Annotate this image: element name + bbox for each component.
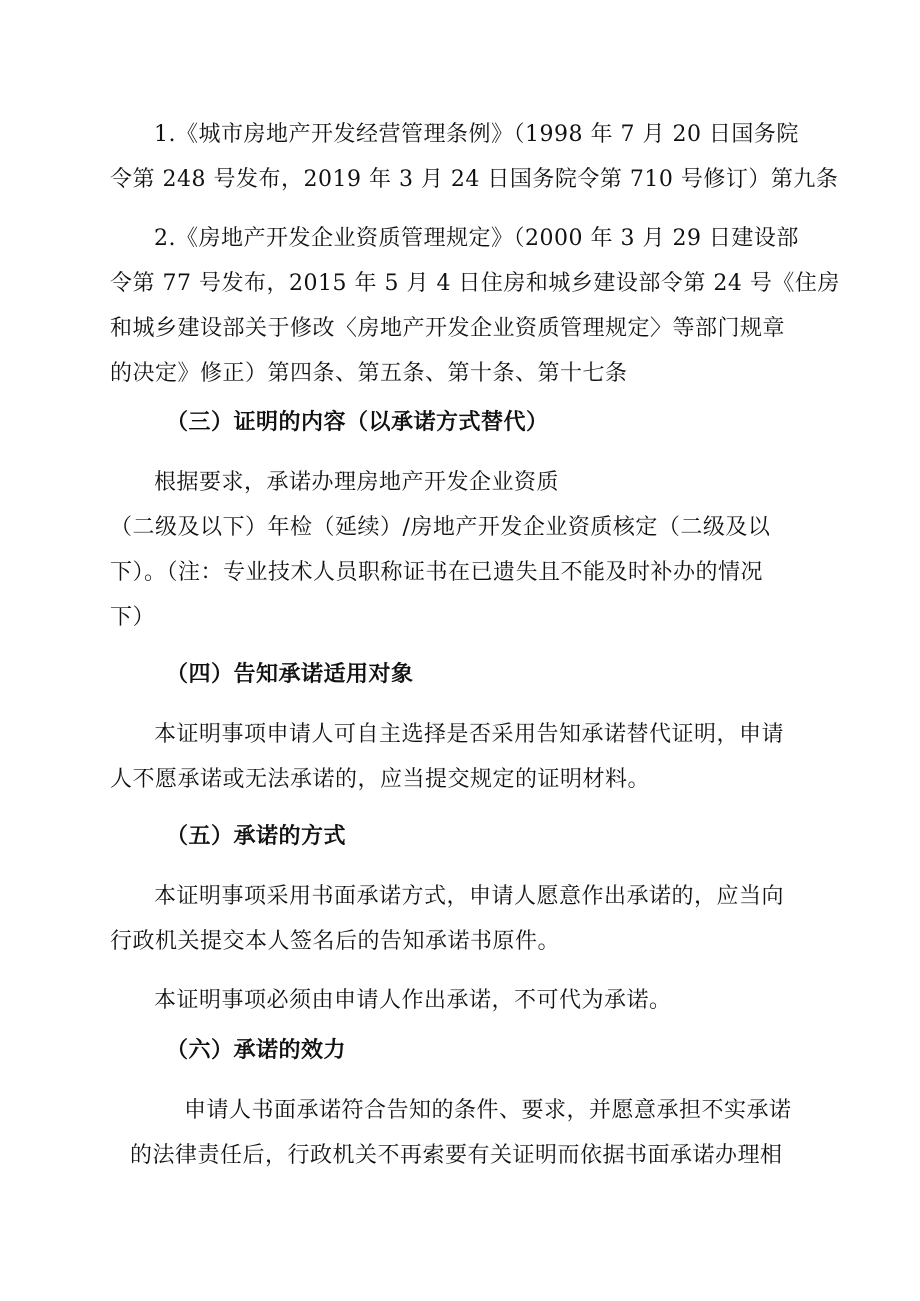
section-3-line-2: （二级及以下）年检（延续）/房地产开发企业资质核定（二级及以	[110, 515, 771, 540]
item-2-line-4: 的决定》修正）第四条、第五条、第十条、第十七条	[110, 361, 628, 386]
item-2-line-1: 2.《房地产开发企业资质管理规定》（2000 年 3 月 29 日建设部	[154, 226, 799, 251]
legal-basis-item-2	[110, 216, 840, 396]
section-3-line-3: 下）。（注：专业技术人员职称证书在已遗失且不能及时补办的情况	[110, 560, 764, 585]
section-4-heading: （四）告知承诺适用对象	[166, 661, 414, 687]
section-4-line-2: 人不愿承诺或无法承诺的，应当提交规定的证明材料。	[110, 767, 651, 792]
section-5-line-2: 行政机关提交本人签名后的告知承诺书原件。	[110, 929, 561, 954]
section-6-heading: （六）承诺的效力	[166, 1037, 347, 1063]
section-5-line-1: 本证明事项采用书面承诺方式，申请人愿意作出承诺的，应当向	[154, 884, 785, 909]
section-6-line-1: 申请人书面承诺符合告知的条件、要求，并愿意承担不实承诺	[184, 1098, 792, 1123]
section-5-body-2	[110, 978, 810, 1023]
section-3-line-4: 下）	[110, 605, 156, 630]
section-4-body	[110, 712, 810, 802]
section-5-heading: （五）承诺的方式	[166, 823, 347, 849]
item-1-line-2: 令第 248 号发布，2019 年 3 月 24 日国务院令第 710 号修订）第九条	[110, 167, 839, 192]
item-1-line-1: 1.《城市房地产开发经营管理条例》（1998 年 7 月 20 日国务院	[154, 122, 799, 147]
item-2-line-3: 和城乡建设部关于修改〈房地产开发企业资质管理规定〉等部门规章	[110, 316, 786, 341]
legal-basis-item-1	[110, 112, 839, 202]
section-5-line-3: 本证明事项必须由申请人作出承诺，不可代为承诺。	[154, 988, 672, 1013]
section-3-body	[110, 460, 810, 640]
section-6-line-2: 的法律责任后，行政机关不再索要有关证明而依据书面承诺办理相	[130, 1143, 783, 1168]
section-4-line-1: 本证明事项申请人可自主选择是否采用告知承诺替代证明，申请	[154, 722, 785, 747]
section-6-body	[110, 1088, 810, 1178]
section-5-body	[110, 874, 810, 964]
section-3-heading: （三）证明的内容（以承诺方式替代）	[166, 409, 549, 435]
item-2-line-2: 令第 77 号发布，2015 年 5 月 4 日住房和城乡建设部令第 24 号《住房	[110, 271, 840, 296]
section-3-line-1: 根据要求，承诺办理房地产开发企业资质	[154, 470, 560, 495]
